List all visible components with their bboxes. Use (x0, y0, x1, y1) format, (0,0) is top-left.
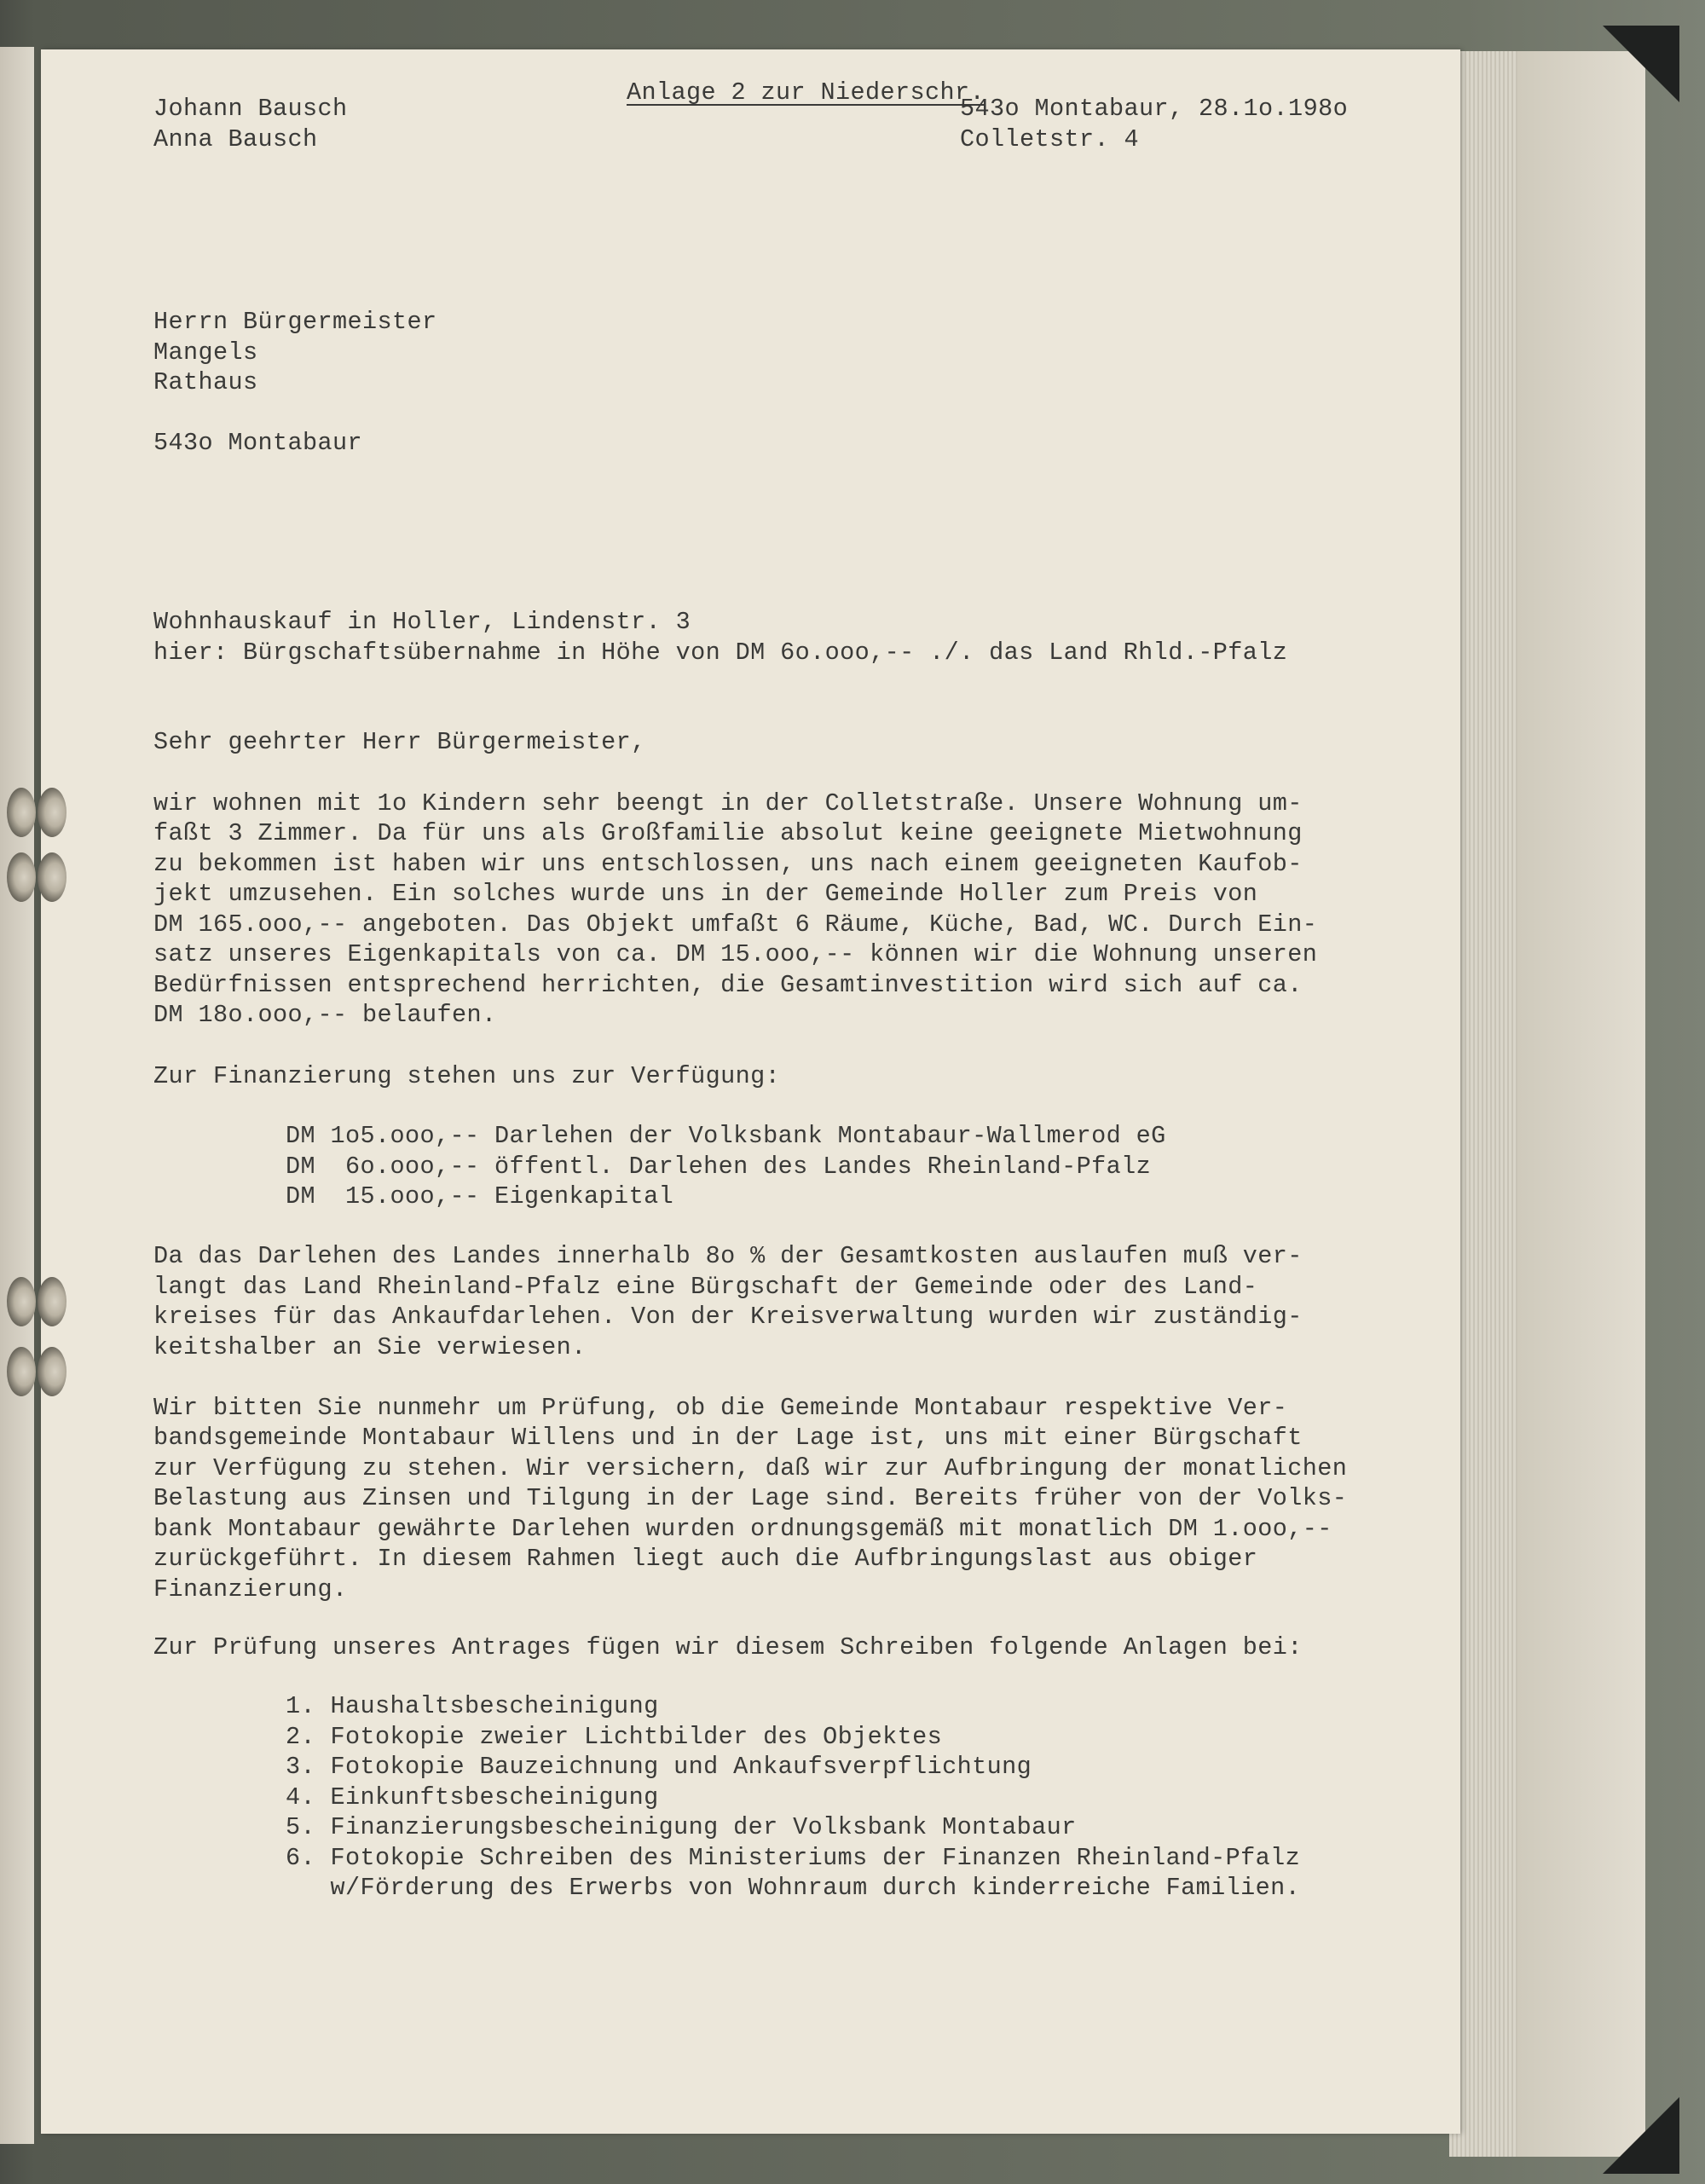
paragraph-line: zur Verfügung zu stehen. Wir versichern, daß wir zur Aufbringung der monatlichen (153, 1454, 1348, 1482)
attachments-intro: Zur Prüfung unseres Antrages fügen wir diesem Schreiben folgende Anlagen bei: (153, 1633, 1303, 1661)
punch-hole (7, 788, 36, 837)
sender-street: Colletstr. 4 (960, 125, 1140, 153)
paragraph-line: wir wohnen mit 1o Kindern sehr beengt in der Colletstraße. Unsere Wohnung um- (153, 789, 1303, 818)
punch-hole (7, 1347, 36, 1396)
financing-item: DM 15.ooo,-- Eigenkapital (286, 1182, 674, 1210)
attachment-item: 3. Fotokopie Bauzeichnung und Ankaufsverpflichtung (286, 1753, 1032, 1781)
salutation: Sehr geehrter Herr Bürgermeister, (153, 728, 646, 756)
attachment-item: 4. Einkunftsbescheinigung (286, 1783, 659, 1811)
attachment-item: 6. Fotokopie Schreiben des Ministeriums der Finanzen Rheinland-Pfalz (286, 1844, 1301, 1872)
attachment-item: 5. Finanzierungsbescheinigung der Volksbank Montabaur (286, 1813, 1077, 1841)
paragraph-line: jekt umzusehen. Ein solches wurde uns in der Gemeinde Holler zum Preis von (153, 880, 1258, 908)
attachment-item: 2. Fotokopie zweier Lichtbilder des Objektes (286, 1723, 943, 1751)
punch-hole (7, 1277, 36, 1326)
paragraph-line: Da das Darlehen des Landes innerhalb 8o % der Gesamtkosten auslaufen muß ver- (153, 1242, 1303, 1270)
subject-line-2: hier: Bürgschaftsübernahme in Höhe von DM 6o.ooo,-- ./. das Land Rhld.-Pfalz (153, 638, 1288, 667)
paragraph-line: bandsgemeinde Montabaur Willens und in der Lage ist, uns mit einer Bürgschaft (153, 1424, 1303, 1452)
place-date: 543o Montabaur, 28.1o.198o (960, 95, 1349, 123)
paragraph-line: keitshalber an Sie verwiesen. (153, 1333, 587, 1361)
punch-hole (38, 788, 66, 837)
recipient-line-1: Herrn Bürgermeister (153, 308, 437, 336)
punch-holes (0, 0, 68, 2184)
punch-hole (38, 852, 66, 902)
subject-line-1: Wohnhauskauf in Holler, Lindenstr. 3 (153, 608, 691, 636)
paragraph-line: Belastung aus Zinsen und Tilgung in der Lage sind. Bereits früher von der Volks- (153, 1484, 1348, 1512)
financing-item: DM 6o.ooo,-- öffentl. Darlehen des Landes Rheinland-Pfalz (286, 1153, 1152, 1181)
recipient-line-3: Rathaus (153, 368, 258, 396)
annex-label: Anlage 2 zur Niederschr. (627, 78, 985, 107)
paragraph-line: zurückgeführt. In diesem Rahmen liegt auch die Aufbringungslast aus obiger (153, 1545, 1258, 1573)
page-stack-tab (1517, 51, 1645, 2157)
paragraph-line: Finanzierung. (153, 1575, 348, 1603)
financing-item: DM 1o5.ooo,-- Darlehen der Volksbank Montabaur-Wallmerod eG (286, 1122, 1166, 1150)
sender-name-1: Johann Bausch (153, 95, 348, 123)
paragraph-line: DM 165.ooo,-- angeboten. Das Objekt umfaßt 6 Räume, Küche, Bad, WC. Durch Ein- (153, 910, 1318, 939)
paragraph-line: Bedürfnissen entsprechend herrichten, die Gesamtinvestition wird sich auf ca. (153, 971, 1303, 999)
attachment-item: w/Förderung des Erwerbs von Wohnraum durch kinderreiche Familien. (286, 1874, 1301, 1902)
paragraph-line: DM 18o.ooo,-- belaufen. (153, 1001, 497, 1029)
financing-intro: Zur Finanzierung stehen uns zur Verfügung: (153, 1062, 781, 1090)
paragraph-line: satz unseres Eigenkapitals von ca. DM 15.ooo,-- können wir die Wohnung unseren (153, 940, 1318, 968)
punch-hole (38, 1277, 66, 1326)
paragraph-line: langt das Land Rheinland-Pfalz eine Bürgschaft der Gemeinde oder des Land- (153, 1273, 1258, 1301)
paragraph-line: faßt 3 Zimmer. Da für uns als Großfamilie absolut keine geeignete Mietwohnung (153, 819, 1303, 847)
punch-hole (38, 1347, 66, 1396)
punch-hole (7, 852, 36, 902)
paragraph-line: Wir bitten Sie nunmehr um Prüfung, ob die Gemeinde Montabaur respektive Ver- (153, 1394, 1288, 1422)
attachment-item: 1. Haushaltsbescheinigung (286, 1692, 659, 1720)
recipient-line-2: Mangels (153, 338, 258, 367)
paragraph-line: bank Montabaur gewährte Darlehen wurden ordnungsgemäß mit monatlich DM 1.ooo,-- (153, 1515, 1332, 1543)
sender-name-2: Anna Bausch (153, 125, 318, 153)
paragraph-line: kreises für das Ankaufdarlehen. Von der Kreisverwaltung wurden wir zuständig- (153, 1303, 1303, 1331)
paragraph-line: zu bekommen ist haben wir uns entschlossen, uns nach einem geeigneten Kaufob- (153, 850, 1303, 878)
recipient-city: 543o Montabaur (153, 429, 363, 457)
